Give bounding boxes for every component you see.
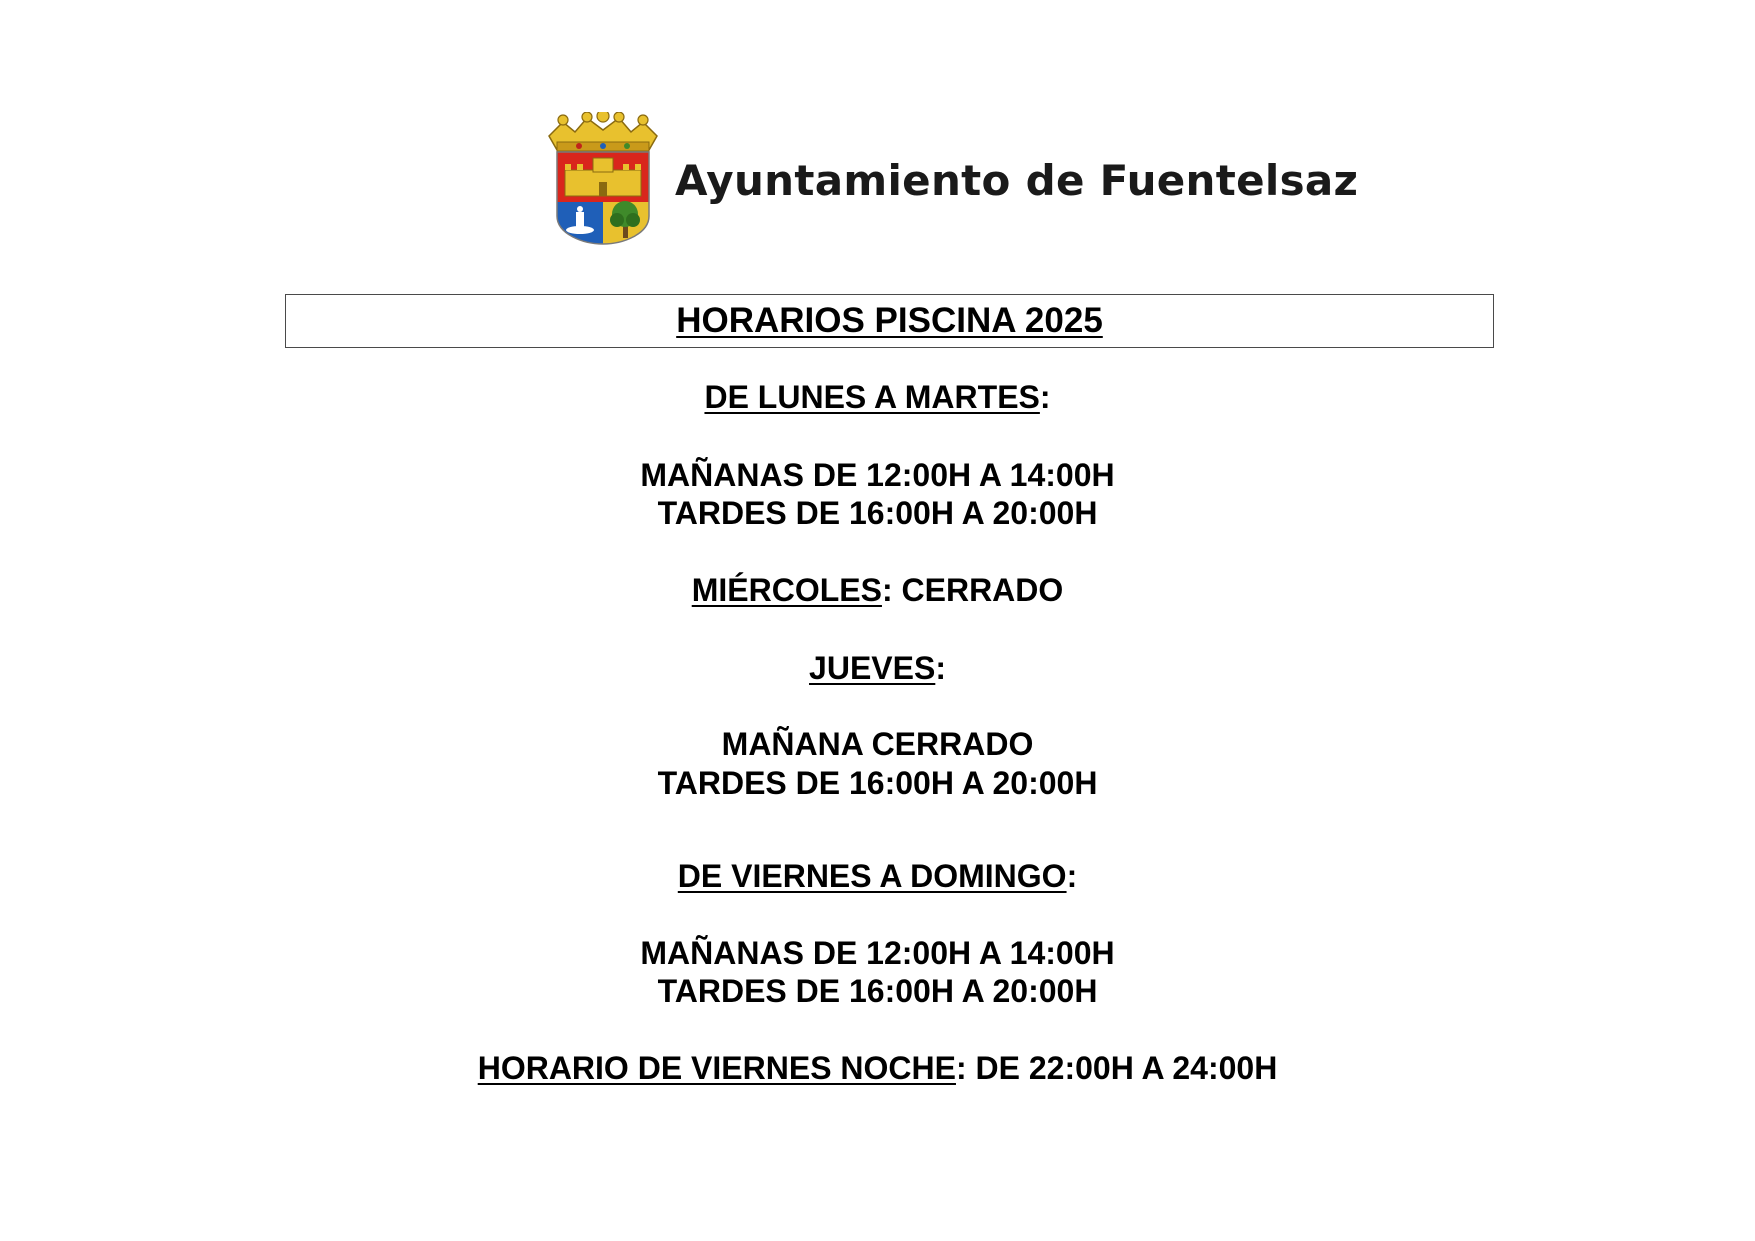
section-suffix: :: [935, 650, 946, 686]
title-box: [285, 294, 1494, 348]
page-title: HORARIOS PISCINA 2025: [676, 301, 1103, 340]
coat-of-arms-icon: [543, 112, 663, 248]
section-suffix: :: [1039, 379, 1051, 415]
viernes-domingo-morning: MAÑANAS DE 12:00H A 14:00H: [640, 935, 1115, 971]
lunes-martes-afternoon: TARDES DE 16:00H A 20:00H: [657, 495, 1098, 531]
crown-icon: [549, 112, 657, 151]
section-suffix: : DE 22:00H A 24:00H: [955, 1050, 1278, 1086]
organization-name: Ayuntamiento de Fuentelsaz: [675, 156, 1359, 205]
jueves-morning: MAÑANA CERRADO: [721, 726, 1034, 762]
section-jueves-heading: [0, 649, 1755, 687]
section-miercoles: [0, 571, 1755, 609]
page-header: [543, 112, 663, 248]
section-suffix: : CERRADO: [881, 572, 1064, 608]
section-label: DE VIERNES A DOMINGO: [677, 858, 1067, 894]
section-viernes-noche: [0, 1049, 1755, 1087]
section-suffix: :: [1066, 858, 1078, 894]
section-label: DE LUNES A MARTES: [704, 379, 1040, 415]
section-viernes-domingo-heading: [0, 857, 1755, 895]
section-label: MIÉRCOLES: [691, 572, 882, 608]
lunes-martes-morning: MAÑANAS DE 12:00H A 14:00H: [640, 457, 1115, 493]
section-lunes-martes-heading: [0, 378, 1755, 416]
viernes-domingo-afternoon: TARDES DE 16:00H A 20:00H: [657, 973, 1098, 1009]
section-label: HORARIO DE VIERNES NOCHE: [477, 1050, 956, 1086]
jueves-afternoon: TARDES DE 16:00H A 20:00H: [657, 765, 1098, 801]
section-label: JUEVES: [809, 650, 936, 686]
